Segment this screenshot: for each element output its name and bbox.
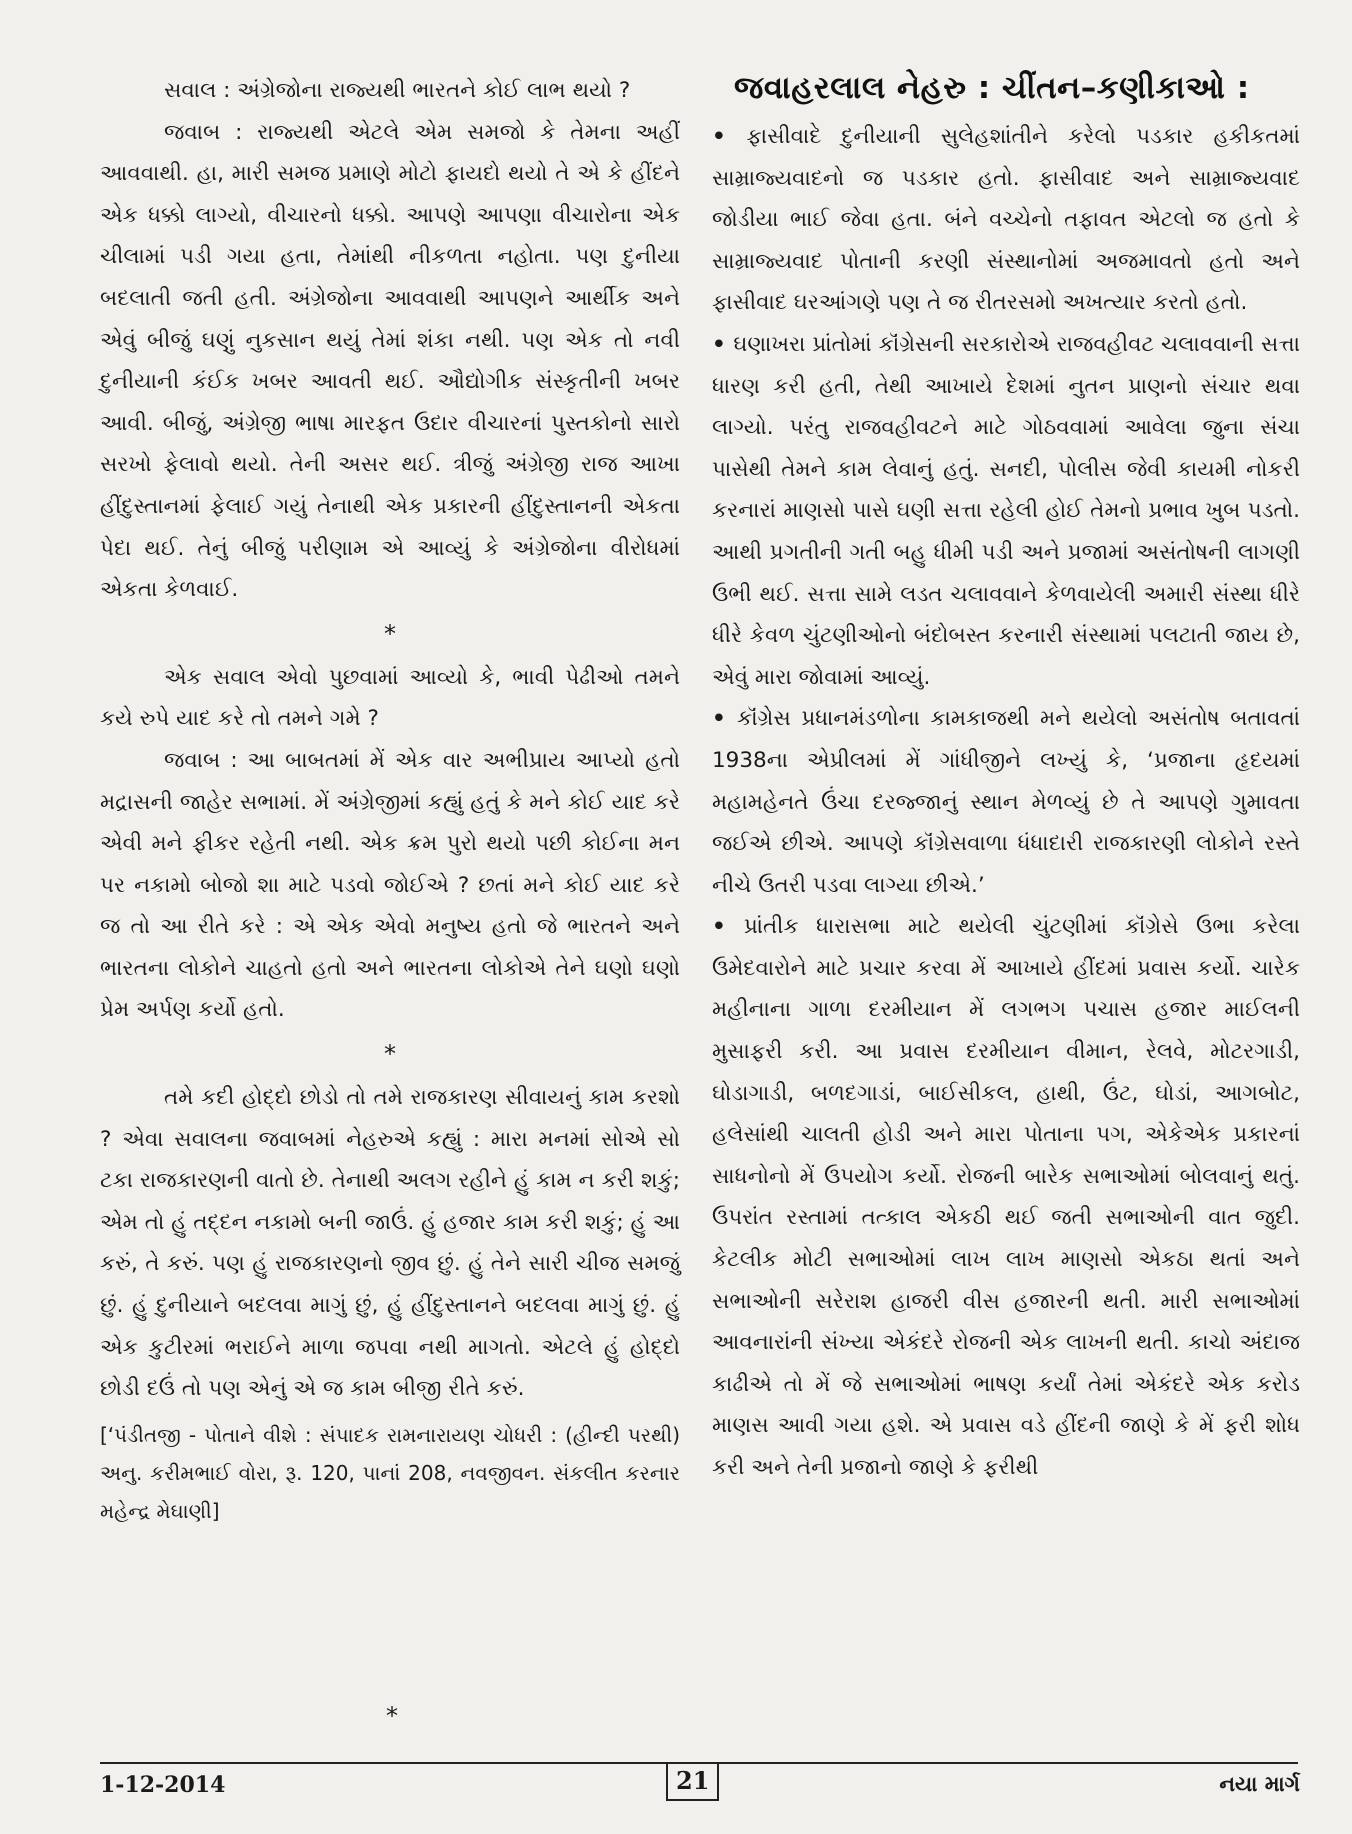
section-separator: * [384,619,396,648]
answer-remembrance: જવાબ : આ બાબતમાં મેં એક વાર અભીપ્રાય આપ્યો હતો મદ્રાસની જાહેર સભામાં. મેં અંગ્રેજીમાં કહ્યું હતું કે મને કોઈ યાદ કરે એવી મને ફીકર રહેતી નથી. એક ક્રમ પુરો થયો પછી કોઈના મન પર નકામો બોજો શા માટે પડવો જોઈએ ? છતાં મને કોઈ યાદ કરે જ તો આ રીતે કરે : એ એક એવો મનુષ્ય હતો જે ભારતને અને ભારતના લોકોને ચાહતો હતો અને ભારતના લોકોએ તેને ઘણો ઘણો પ્રેમ અર્પણ કર્યો હતો. [100,747,680,1023]
source-citation: [‘પંડીતજી - પોતાને વીશે : સંપાદક રામનારાયણ ચોધરી : (હીન્દી પરથી) અનુ. કરીમભાઈ વોરા, રૂ. 120, પાનાં 208, નવજીવન. સંકલીત કરનાર મહેન્દ્ર મેઘાણી] [100,1422,680,1523]
bullet-paragraph: • ફાસીવાદે દુનીયાની સુલેહશાંતીને કરેલો પડકાર હકીકતમાં સામ્રાજ્યવાદનો જ પડકાર હતો. ફાસીવાદ અને સામ્રાજ્યવાદ જોડીયા ભાઈ જેવા હતા. બંને વચ્ચેનો તફાવત એટલો જ હતો કે સામ્રાજ્યવાદ પોતાની કરણી સંસ્થાનોમાં અજમાવતો હતો અને ફાસીવાદ ઘરઆંગણે પણ તે જ રીતરસમો અખત્યાર કરતો હતો. [712,116,1300,324]
end-separator: * [386,1702,398,1730]
bullet-paragraph: • કૉંગ્રેસ પ્રધાનમંડળોના કામકાજથી મને થયેલો અસંતોષ બતાવતાં 1938ના એપ્રીલમાં મેં ગાંધીજીને લખ્યું કે, ‘પ્રજાના હૃદયમાં મહામહેનતે ઉંચા દરજ્જાનું સ્થાન મેળવ્યું છે તે આપણે ગુમાવતા જઈએ છીએ. આપણે કૉંગ્રેસવાળા ધંધાદારી રાજકારણી લોકોને રસ્તે નીચે ઉતરી પડવા લાગ્યા છીએ.’ [712,698,1300,906]
answer-british-rule: જવાબ : રાજ્યથી એટલે એમ સમજો કે તેમના અહીં આવવાથી. હા, મારી સમજ પ્રમાણે મોટો ફાયદો થયો તે એ કે હીંદને એક ધક્કો લાગ્યો, વીચારનો ધક્કો. આપણે આપણા વીચારોના એક ચીલામાં પડી ગયા હતા, તેમાંથી નીકળતા નહોતા. પણ દુનીયા બદલાતી જતી હતી. અંગ્રેજોના આવવાથી આપણને આર્થીક અને એવું બીજું ઘણું નુકસાન થયું તેમાં શંકા નથી. પણ એક તો નવી દુનીયાની કંઈક ખબર આવતી થઈ. ઔદ્યોગીક સંસ્કૃતીની ખબર આવી. બીજું, અંગ્રેજી ભાષા મારફત ઉદાર વીચારનાં પુસ્તકોનો સારો સરખો ફેલાવો થયો. તેની અસર થઈ. ત્રીજું અંગ્રેજી રાજ આખા હીંદુસ્તાનમાં ફેલાઈ ગયું તેનાથી એક પ્રકારની હીંદુસ્તાનની એકતા પેદા થઈ. તેનું બીજું પરીણામ એ આવ્યું કે અંગ્રેજોના વીરોધમાં એકતા કેળવાઈ. [100,119,680,603]
issue-date: 1-12-2014 [100,1772,226,1798]
article-title: જવાહરલાલ નેહરુ : ચીંતન–કણીકાઓ : [734,70,1250,106]
left-column [100,70,680,1530]
question-british-rule: સવાલ : અંગ્રેજોના રાજ્યથી ભારતને કોઈ લાભ થયો ? [164,78,631,103]
question-remembrance: એક સવાલ એવો પુછવામાં આવ્યો કે, ભાવી પેઢીઓ તમને કયે રુપે યાદ કરે તો તમને ગમે ? [100,664,680,732]
page-number: 21 [666,1764,719,1801]
right-column [712,62,1300,1489]
bullet-paragraph: • પ્રાંતીક ધારાસભા માટે થયેલી ચુંટણીમાં કૉંગ્રેસે ઉભા કરેલા ઉમેદવારોને માટે પ્રચાર કરવા મેં આખાયે હીંદમાં પ્રવાસ કર્યો. ચારેક મહીનાના ગાળા દરમીયાન મેં લગભગ પચાસ હજાર માઈલની મુસાફરી કરી. આ પ્રવાસ દરમીયાન વીમાન, રેલવે, મોટરગાડી, ઘોડાગાડી, બળદગાડાં, બાઈસીકલ, હાથી, ઉંટ, ઘોડાં, આગબોટ, હલેસાંથી ચાલતી હોડી અને મારા પોતાના પગ, એકેએક પ્રકારનાં સાધનોનો મેં ઉપયોગ કર્યો. રોજની બારેક સભાઓમાં બોલવાનું થતું. ઉપરાંત રસ્તામાં તત્કાલ એકઠી થઈ જતી સભાઓની વાત જુદી. કેટલીક મોટી સભાઓમાં લાખ લાખ માણસો એકઠા થતાં અને સભાઓની સરેરાશ હાજરી વીસ હજારની થતી. મારી સભાઓમાં આવનારાંની સંખ્યા એકંદરે રોજની એક લાખની થતી. કાચો અંદાજ કાઢીએ તો મેં જે સભાઓમાં ભાષણ કર્યાં તેમાં એકંદરે એક કરોડ માણસ આવી ગયા હશે. એ પ્રવાસ વડે હીંદની જાણે કે મેં ફરી શોધ કરી અને તેની પ્રજાનો જાણે કે ફરીથી [712,906,1300,1488]
bullet-paragraph: • ઘણાખરા પ્રાંતોમાં કૉંગ્રેસની સરકારોએ રાજવહીવટ ચલાવવાની સત્તા ધારણ કરી હતી, તેથી આખાયે દેશમાં નુતન પ્રાણનો સંચાર થવા લાગ્યો. પરંતુ રાજવહીવટને માટે ગોઠવવામાં આવેલા જુના સંચા પાસેથી તેમને કામ લેવાનું હતું. સનદી, પોલીસ જેવી કાયમી નોકરી કરનારાં માણસો પાસે ઘણી સત્તા રહેલી હોઈ તેમનો પ્રભાવ ખુબ પડતો. આથી પ્રગતીની ગતી બહુ ધીમી પડી અને પ્રજામાં અસંતોષની લાગણી ઉભી થઈ. સત્તા સામે લડત ચલાવવાને કેળવાયેલી અમારી સંસ્થા ધીરે ધીરે કેવળ ચુંટણીઓનો બંદોબસ્ત કરનારી સંસ્થામાં પલટાતી જાય છે, એવું મારા જોવામાં આવ્યું. [712,324,1300,698]
magazine-name: નયા માર્ગ [1219,1772,1300,1796]
section-separator: * [384,1040,396,1069]
question-leaving-office: તમે કદી હોદ્દો છોડો તો તમે રાજકારણ સીવાયનું કામ કરશો ? એવા સવાલના જવાબમાં નેહરુએ કહ્યું : મારા મનમાં સોએ સો ટકા રાજકારણની વાતો છે. તેનાથી અલગ રહીને હું કામ ન કરી શકું; એમ તો હું તદ્દન નકામો બની જાઉં. હું હજાર કામ કરી શકું; હું આ કરું, તે કરું. પણ હું રાજકારણનો જીવ છું. હું તેને સારી ચીજ સમજું છું. હું દુનીયાને બદલવા માગું છું, હું હીંદુસ્તાનને બદલવા માગું છું. હું એક કુટીરમાં ભરાઈને માળા જપવા નથી માગતો. એટલે હું હોદ્દો છોડી દઉં તો પણ એનું એ જ કામ બીજી રીતે કરું. [100,1085,681,1402]
